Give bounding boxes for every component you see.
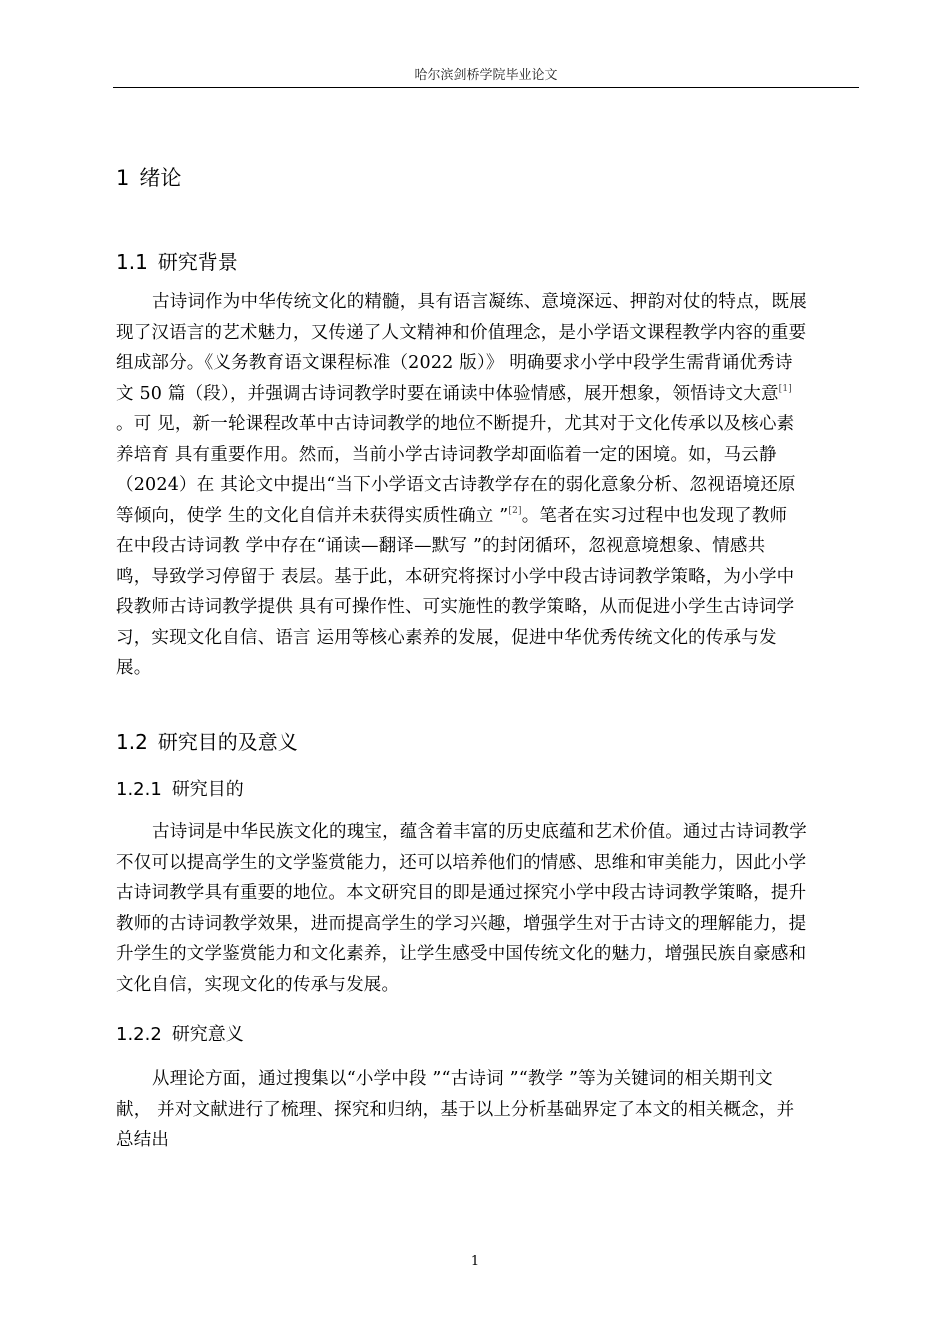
paragraph-research-significance xyxy=(116,1064,859,1156)
section-title: 研究背景 xyxy=(157,250,238,274)
subsection-title: 研究目的 xyxy=(171,779,244,800)
section-number: 1.2 xyxy=(116,730,148,754)
header-rule xyxy=(113,87,859,88)
text-line: 。可 见，新一轮课程改革中古诗词教学的地位不断提升，尤其对于文化传承以及核心素 xyxy=(116,414,795,434)
subsection-heading-1-2-2 xyxy=(116,1021,244,1049)
running-header: 哈尔滨剑桥学院毕业论文 xyxy=(414,68,558,83)
text-line: 鸣，导致学习停留于 表层。基于此，本研究将探讨小学中段古诗词教学策略，为小学中 xyxy=(116,566,795,587)
text-line: 升学生的文学鉴赏能力和文化素养，让学生感受中国传统文化的魅力，增强民族自豪感和 xyxy=(116,944,807,964)
text-line: 在中段古诗词教 学中存在“诵读—翻译—默写 ”的封闭循环，忽视意境想象、情感共 xyxy=(116,536,766,556)
text-line: 展。 xyxy=(116,658,152,678)
page-number: 1 xyxy=(470,1254,480,1269)
text-line: 现了汉语言的艺术魅力，又传递了人文精神和价值理念，是小学语文课程教学内容的重要 xyxy=(116,322,807,343)
text-segment: 文 50 篇（段），并强调古诗词教学时要在诵读中体验情感，展开想象，领悟诗文大意 xyxy=(116,383,779,404)
subsection-number: 1.2.2 xyxy=(116,1024,162,1045)
section-heading-1-2 xyxy=(116,727,298,757)
text-line-with-citation xyxy=(116,379,859,410)
text-line: 从理论方面，通过搜集以“小学中段 ”“古诗词 ”“教学 ”等为关键词的相关期刊文 xyxy=(152,1069,773,1089)
text-segment: 。笔者在实习过程中也发现了教师 xyxy=(521,505,788,526)
text-line-with-citation xyxy=(116,501,859,532)
citation-2: [2] xyxy=(508,505,522,516)
chapter-title: 绪论 xyxy=(139,166,182,190)
chapter-number: 1 xyxy=(116,166,130,190)
section-title: 研究目的及意义 xyxy=(157,730,298,754)
text-line: （2024）在 其论文中提出“当下小学语文古诗教学存在的弱化意象分析、忽视语境还原 xyxy=(116,475,796,495)
subsection-number: 1.2.1 xyxy=(116,779,162,800)
text-line: 习，实现文化自信、语言 运用等核心素养的发展，促进中华优秀传统文化的传承与发 xyxy=(116,627,777,648)
text-line: 总结出 xyxy=(116,1130,170,1150)
text-line: 文化自信，实现文化的传承与发展。 xyxy=(116,974,400,995)
text-line: 段教师古诗词教学提供 具有可操作性、可实施性的教学策略，从而促进小学生古诗词学 xyxy=(116,597,795,617)
section-heading-1-1 xyxy=(116,247,238,277)
text-line: 献， 并对文献进行了梳理、探究和归纳，基于以上分析基础界定了本文的相关概念，并 xyxy=(116,1099,795,1120)
text-line: 古诗词作为中华传统文化的精髓，具有语言凝练、意境深远、押韵对仗的特点，既展 xyxy=(152,292,807,312)
text-line: 组成部分。《义务教育语文课程标准（2022 版）》 明确要求小学中段学生需背诵优秀诗 xyxy=(116,353,793,373)
text-line: 不仅可以提高学生的文学鉴赏能力，还可以培养他们的情感、思维和审美能力，因此小学 xyxy=(116,852,807,873)
paragraph-research-background xyxy=(116,287,859,684)
text-line: 古诗词教学具有重要的地位。本文研究目的即是通过探究小学中段古诗词教学策略，提升 xyxy=(116,883,807,903)
section-number: 1.1 xyxy=(116,250,148,274)
text-line: 养培育 具有重要作用。然而，当前小学古诗词教学却面临着一定的困境。如，马云静 xyxy=(116,444,777,465)
chapter-heading xyxy=(116,163,181,193)
text-line: 教师的古诗词教学效果，进而提高学生的学习兴趣，增强学生对于古诗文的理解能力，提 xyxy=(116,913,807,934)
subsection-heading-1-2-1 xyxy=(116,776,244,804)
citation-1: [1] xyxy=(778,383,792,394)
paragraph-research-purpose xyxy=(116,817,859,1000)
subsection-title: 研究意义 xyxy=(171,1024,244,1045)
text-line: 古诗词是中华民族文化的瑰宝，蕴含着丰富的历史底蕴和艺术价值。通过古诗词教学 xyxy=(152,822,807,842)
text-segment: 等倾向，使学 生的文化自信并未获得实质性确立 ” xyxy=(116,505,509,526)
